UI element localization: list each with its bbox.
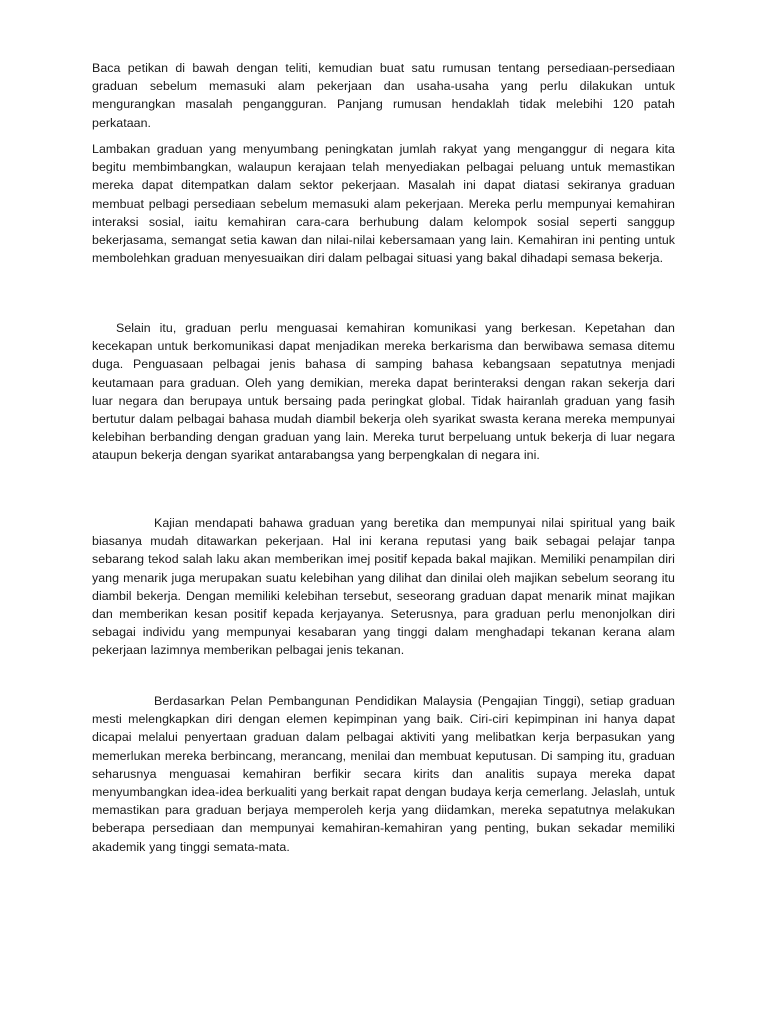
body-paragraph-3: Kajian mendapati bahawa graduan yang beretika dan mempunyai nilai spiritual yang baik biasanya mudah ditawarkan pekerjaan. Hal ini kerana reputasi yang baik sebagai pelajar tanpa sebarang tekod salah laku akan memberikan imej positif kepada bakal majikan. Memiliki penampilan diri yang menarik juga merupakan suatu kelebihan yang dilihat dan dinilai oleh majikan sebelum seorang itu diambil bekerja. Dengan memiliki kelebihan tersebut, seseorang graduan dapat menarik minat majikan dan memberikan kesan positif kepada kerjayanya. Seterusnya, para graduan perlu menonjolkan diri sebagai individu yang mempunyai kesabaran yang tinggi dalam menghadapi tekanan kerana alam pekerjaan lazimnya memberikan pelbagai jenis tekanan. bbox=[92, 516, 675, 658]
body-paragraph-2: Selain itu, graduan perlu menguasai kemahiran komunikasi yang berkesan. Kepetahan dan kecekapan untuk berkomunikasi dapat menjadikan mereka berkarisma dan berwibawa semasa ditemu duga. Penguasaan pelbagai jenis bahasa di samping bahasa kebangsaan sepatutnya menjadi keutamaan para graduan. Oleh yang demikian, mereka dapat berinteraksi dengan rakan sekerja dari luar negara dan berupaya untuk bersaing pada peringkat global. Tidak hairanlah graduan yang fasih bertutur dalam pelbagai bahasa mudah diambil bekerja oleh syarikat swasta kerana mereka mempunyai kelebihan berbanding dengan graduan yang lain. Mereka turut berpeluang untuk bekerja di luar negara ataupun bekerja dengan syarikat antarabangsa yang berpengkalan di negara ini. bbox=[92, 321, 675, 463]
instruction-paragraph: Baca petikan di bawah dengan teliti, kemudian buat satu rumusan tentang persediaan-persediaan graduan sebelum memasuki alam pekerjaan dan usaha-usaha yang perlu dilakukan untuk mengurangkan masalah pengangguran. Panjang rumusan hendaklah tidak melebihi 120 patah perkataan. bbox=[92, 61, 675, 130]
body-paragraph-1: Lambakan graduan yang menyumbang peningkatan jumlah rakyat yang menganggur di negara kita begitu membimbangkan, walaupun kerajaan telah menyediakan pelbagai peluang untuk memastikan mereka dapat ditempatkan dalam sektor pekerjaan. Masalah ini dapat diatasi sekiranya graduan membuat pelbagi persediaan sebelum memasuki alam pekerjaan. Mereka perlu mempunyai kemahiran interaksi sosial, iaitu kemahiran cara-cara berhubung dalam kelompok sosial seperti sanggup bekerjasama, semangat setia kawan dan nilai-nilai kebersamaan yang lain. Kemahiran ini penting untuk membolehkan graduan menyesuaikan diri dalam pelbagai situasi yang bakal dihadapi semasa bekerja. bbox=[92, 142, 675, 266]
body-paragraph-4: Berdasarkan Pelan Pembangunan Pendidikan Malaysia (Pengajian Tinggi), setiap graduan mesti melengkapkan diri dengan elemen kepimpinan yang baik. Ciri-ciri kepimpinan ini hanya dapat dicapai melalui penyertaan graduan dalam pelbagai aktiviti yang melibatkan kerja berpasukan yang memerlukan mereka berbincang, merancang, menilai dan membuat keputusan. Di samping itu, graduan seharusnya menguasai kemahiran berfikir secara kirits dan analitis supaya mereka dapat menyumbangkan idea-idea berkualiti yang berkait rapat dengan budaya kerja cemerlang. Jelaslah, untuk memastikan para graduan berjaya memperoleh kerja yang diidamkan, mereka sepatutnya melakukan beberapa persediaan dan mempunyai kemahiran-kemahiran yang penting, bukan sekadar memiliki akademik yang tinggi semata-mata. bbox=[92, 694, 675, 854]
